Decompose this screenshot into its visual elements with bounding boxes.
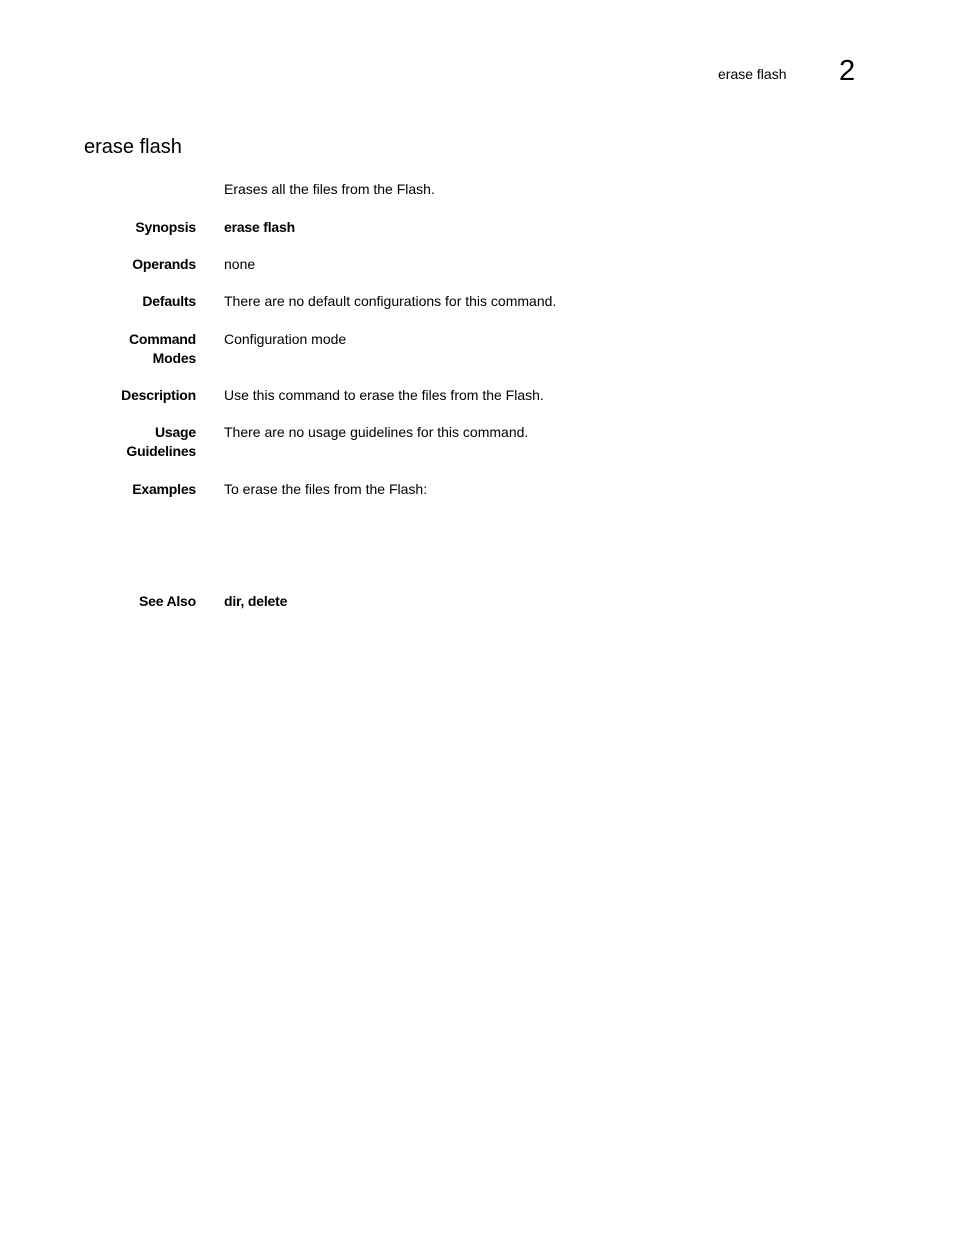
examples-value: To erase the files from the Flash: <box>224 481 428 497</box>
see-also-value: dir, delete <box>224 593 288 609</box>
usage-guidelines-label-line1: Usage <box>154 424 196 440</box>
synopsis-label: Synopsis <box>135 219 196 235</box>
running-head: erase flash <box>718 66 787 82</box>
page-title: erase flash <box>84 136 182 158</box>
command-modes-label-line2: Modes <box>152 350 196 366</box>
usage-guidelines-label <box>46 423 196 461</box>
description-value: Use this command to erase the files from the Flash. <box>224 387 544 403</box>
command-modes-label-line1: Command <box>128 331 196 347</box>
examples-label: Examples <box>132 481 196 497</box>
defaults-value: There are no default configurations for this command. <box>224 293 557 309</box>
command-modes-value: Configuration mode <box>224 331 347 347</box>
see-also-label: See Also <box>138 593 196 609</box>
defaults-label: Defaults <box>142 293 196 309</box>
operands-value: none <box>224 256 256 272</box>
command-modes-label <box>46 330 196 368</box>
usage-guidelines-value: There are no usage guidelines for this command. <box>224 424 529 440</box>
synopsis-value: erase flash <box>224 219 295 235</box>
description-label: Description <box>121 387 196 403</box>
usage-guidelines-label-line2: Guidelines <box>126 443 196 459</box>
intro-text: Erases all the files from the Flash. <box>224 181 435 197</box>
chapter-number: 2 <box>839 55 856 87</box>
operands-label: Operands <box>132 256 196 272</box>
